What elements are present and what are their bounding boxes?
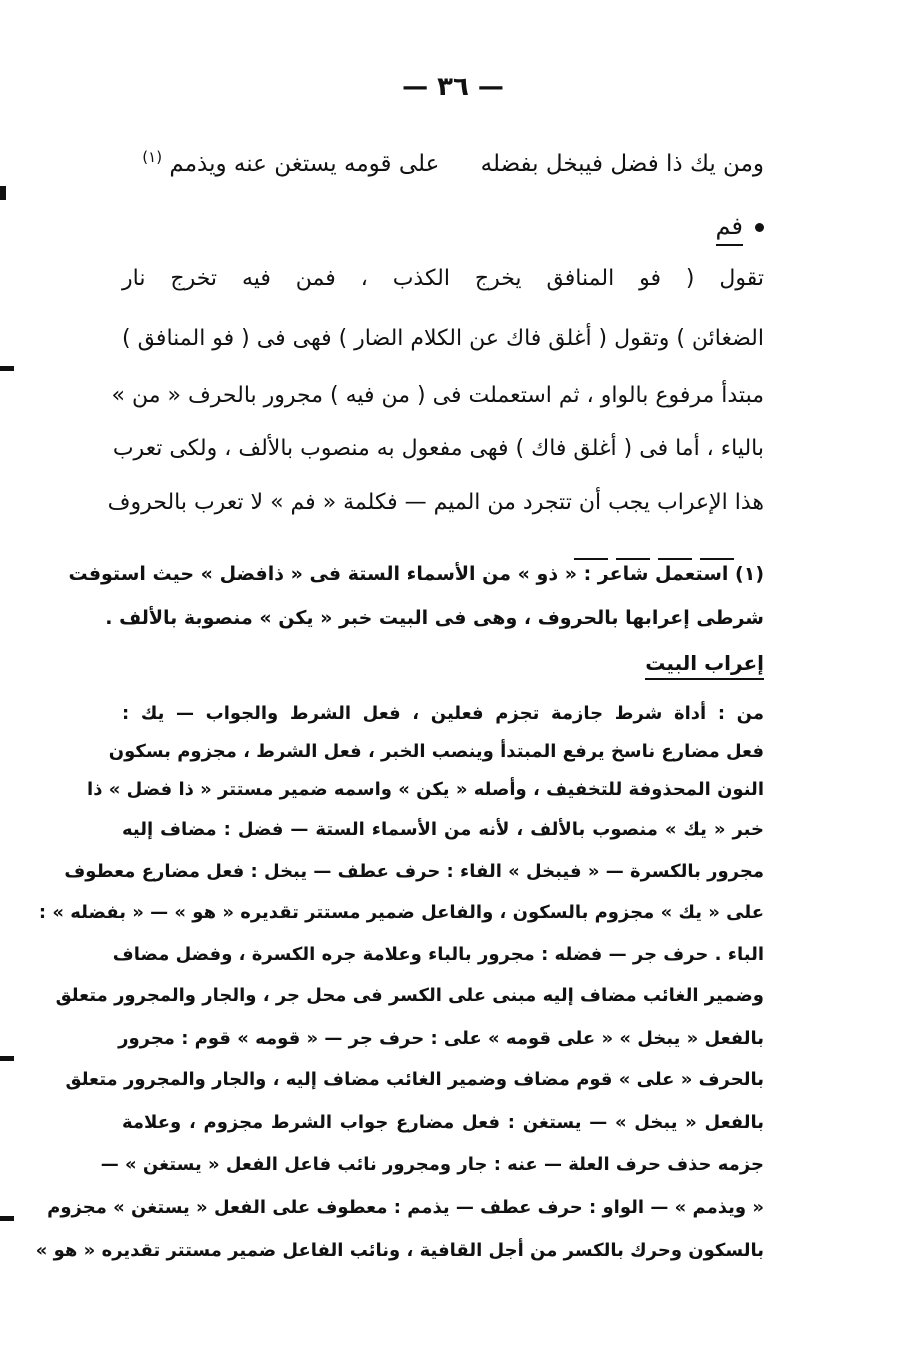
irab-line: النون المحذوفة للتخفيف ، وأصله « يكن » واسمه ضمير مستتر « ذا فضل » ذا: [87, 779, 764, 800]
irab-heading: [645, 651, 764, 675]
irab-line: بالفعل « يبخل » « على قومه » على : حرف جر — « قومه » قوم : مجرور: [118, 1028, 764, 1049]
irab-line: فعل مضارع ناسخ يرفع المبتدأ وينصب الخبر ، فعل الشرط ، مجزوم بسكون: [108, 741, 764, 762]
irab-line: جزمه حذف حرف العلة — عنه : جار ومجرور نائب فاعل الفعل « يستغن » —: [100, 1154, 764, 1175]
footnote-divider: [566, 545, 776, 547]
section-heading: [716, 212, 764, 240]
verse-second-hemistich: على قومه يستغن عنه ويذمم: [169, 150, 440, 177]
irab-line: على « يك » مجزوم بالسكون ، والفاعل ضمير مستتر تقديره « هو » — « بفضله » :: [38, 902, 764, 923]
divider-segment: [616, 558, 650, 560]
scan-margin-mark: [0, 1216, 14, 1221]
body-line: تقول ( فو المنافق يخرج الكذب ، فمن فيه تخرج نار: [122, 266, 764, 291]
body-line: هذا الإعراب يجب أن تتجرد من الميم — فكلمة « فم » لا تعرب بالحروف: [107, 490, 764, 515]
bullet-icon: [755, 223, 764, 232]
irab-line: وضمير الغائب مضاف إليه مبنى على الكسر فى محل جر ، والجار والمجرور متعلق: [55, 985, 764, 1006]
scan-margin-mark: [0, 366, 14, 371]
body-line: بالياء ، أما فى ( أغلق فاك ) فهى مفعول به منصوب بالألف ، ولكى تعرب: [112, 436, 764, 461]
page-number: — ٣٦ —: [402, 72, 504, 102]
scan-margin-mark: [0, 186, 6, 200]
irab-line: خبر « يك » منصوب بالألف ، لأنه من الأسماء الستة — فضل : مضاف إليه: [122, 819, 764, 840]
divider-segment: [700, 558, 734, 560]
irab-line: مجرور بالكسرة — « فيبخل » الفاء : حرف عطف — يبخل : فعل مضارع معطوف: [64, 861, 764, 882]
scan-margin-mark: [0, 1056, 14, 1061]
divider-segment: [574, 558, 608, 560]
body-line: الضغائن ) وتقول ( أغلق فاك عن الكلام الضار ) فهى فى ( فو المنافق ): [122, 326, 764, 351]
section-heading-text: فم: [716, 212, 743, 246]
footnote-line: (١) استعمل شاعر : « ذو » من الأسماء الستة فى « ذافضل » حيث استوفت: [68, 563, 764, 585]
divider-segment: [658, 558, 692, 560]
irab-line: بالسكون وحرك بالكسر من أجل القافية ، ونائب الفاعل ضمير مستتر تقديره « هو »: [35, 1240, 764, 1261]
body-line: مبتدأ مرفوع بالواو ، ثم استعملت فى ( من فيه ) مجرور بالحرف « من »: [111, 383, 764, 408]
footnote-marker: (١): [142, 148, 163, 166]
irab-line: بالفعل « يبخل » — يستغن : فعل مضارع جواب الشرط مجزوم ، وعلامة: [122, 1112, 764, 1133]
irab-line: بالحرف « على » قوم مضاف وضمير الغائب مضاف إليه ، والجار والمجرور متعلق: [65, 1069, 764, 1090]
poetry-verse: [142, 148, 764, 177]
irab-line: من : أداة شرط جازمة تجزم فعلين ، فعل الشرط والجواب — يك :: [122, 703, 764, 724]
irab-line: « ويذمم » — الواو : حرف عطف — يذمم : معطوف على الفعل « يستغن » مجزوم: [47, 1197, 764, 1218]
footnote-line: شرطى إعرابها بالحروف ، وهى فى البيت خبر « يكن » منصوبة بالألف .: [105, 607, 764, 629]
irab-heading-text: إعراب البيت: [645, 651, 764, 680]
irab-line: الباء . حرف جر — فضله : مجرور بالباء وعلامة جره الكسرة ، وفضل مضاف: [112, 944, 764, 965]
verse-first-hemistich: ومن يك ذا فضل فيبخل بفضله: [480, 150, 764, 177]
